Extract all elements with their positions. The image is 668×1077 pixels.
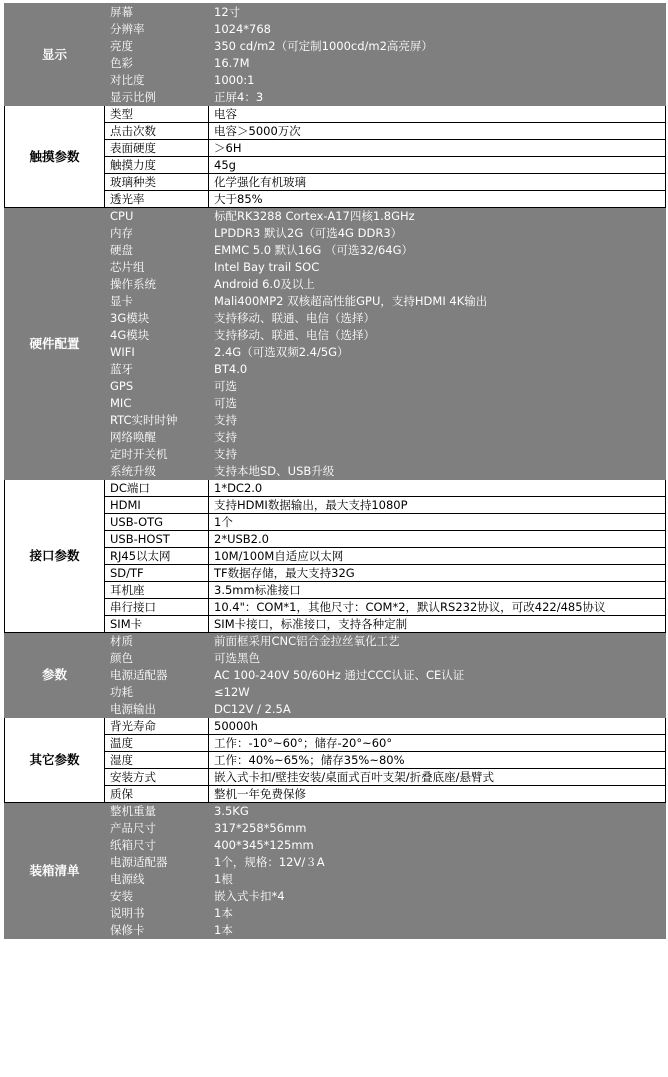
spec-value: 可选 bbox=[209, 395, 666, 412]
spec-label: 表面硬度 bbox=[105, 140, 209, 157]
spec-row bbox=[5, 225, 666, 242]
spec-row bbox=[5, 446, 666, 463]
spec-row bbox=[5, 599, 666, 616]
spec-label: 操作系统 bbox=[105, 276, 209, 293]
spec-value: 45g bbox=[209, 157, 666, 174]
spec-row bbox=[5, 922, 666, 939]
spec-value: 1*DC2.0 bbox=[209, 480, 666, 497]
spec-row bbox=[5, 310, 666, 327]
spec-value: EMMC 5.0 默认16G （可选32/64G） bbox=[209, 242, 666, 259]
spec-row bbox=[5, 21, 666, 38]
spec-value: 50000h bbox=[209, 718, 666, 735]
spec-label: USB-OTG bbox=[105, 514, 209, 531]
spec-row bbox=[5, 293, 666, 310]
spec-row bbox=[5, 837, 666, 854]
spec-label: 色彩 bbox=[105, 55, 209, 72]
spec-value: LPDDR3 默认2G（可选4G DDR3） bbox=[209, 225, 666, 242]
spec-row bbox=[5, 752, 666, 769]
spec-label: 电源线 bbox=[105, 871, 209, 888]
spec-label: 材质 bbox=[105, 633, 209, 650]
spec-value: 大于85% bbox=[209, 191, 666, 208]
spec-label: 定时开关机 bbox=[105, 446, 209, 463]
spec-row bbox=[5, 769, 666, 786]
spec-value: 嵌入式卡扣/壁挂安装/桌面式百叶支架/折叠底座/悬臂式 bbox=[209, 769, 666, 786]
spec-label: 纸箱尺寸 bbox=[105, 837, 209, 854]
section-title: 触摸参数 bbox=[5, 106, 105, 208]
spec-label: 湿度 bbox=[105, 752, 209, 769]
spec-row bbox=[5, 55, 666, 72]
spec-row bbox=[5, 684, 666, 701]
spec-row bbox=[5, 123, 666, 140]
spec-row bbox=[5, 480, 666, 497]
spec-value: 1本 bbox=[209, 905, 666, 922]
spec-row bbox=[5, 208, 666, 225]
spec-label: 颜色 bbox=[105, 650, 209, 667]
spec-row bbox=[5, 412, 666, 429]
spec-value: 1024*768 bbox=[209, 21, 666, 38]
spec-value: 支持 bbox=[209, 446, 666, 463]
section-title: 参数 bbox=[5, 633, 105, 718]
spec-label: 亮度 bbox=[105, 38, 209, 55]
spec-label: 对比度 bbox=[105, 72, 209, 89]
spec-value: 1本 bbox=[209, 922, 666, 939]
spec-label: 触摸力度 bbox=[105, 157, 209, 174]
spec-label: WIFI bbox=[105, 344, 209, 361]
spec-row bbox=[5, 650, 666, 667]
spec-row bbox=[5, 191, 666, 208]
spec-row bbox=[5, 667, 666, 684]
spec-label: 背光寿命 bbox=[105, 718, 209, 735]
spec-value: 3.5mm标准接口 bbox=[209, 582, 666, 599]
spec-label: SD/TF bbox=[105, 565, 209, 582]
spec-label: 整机重量 bbox=[105, 803, 209, 820]
spec-value: 可选 bbox=[209, 378, 666, 395]
spec-row bbox=[5, 89, 666, 106]
spec-label: 类型 bbox=[105, 106, 209, 123]
spec-value: 10.4"：COM*1，其他尺寸：COM*2，默认RS232协议，可改422/485协议 bbox=[209, 599, 666, 616]
section-title: 显示 bbox=[5, 4, 105, 106]
spec-row bbox=[5, 38, 666, 55]
spec-row bbox=[5, 463, 666, 480]
spec-value: Android 6.0及以上 bbox=[209, 276, 666, 293]
spec-row bbox=[5, 871, 666, 888]
spec-label: 3G模块 bbox=[105, 310, 209, 327]
spec-row bbox=[5, 854, 666, 871]
spec-row bbox=[5, 106, 666, 123]
spec-value: 10M/100M自适应以太网 bbox=[209, 548, 666, 565]
spec-label: RJ45以太网 bbox=[105, 548, 209, 565]
spec-row bbox=[5, 565, 666, 582]
spec-row bbox=[5, 514, 666, 531]
spec-value: 400*345*125mm bbox=[209, 837, 666, 854]
spec-value: 350 cd/m2（可定制1000cd/m2高亮屏） bbox=[209, 38, 666, 55]
spec-label: HDMI bbox=[105, 497, 209, 514]
spec-label: 电源输出 bbox=[105, 701, 209, 718]
spec-label: SIM卡 bbox=[105, 616, 209, 633]
spec-value: 支持本地SD、USB升级 bbox=[209, 463, 666, 480]
spec-label: 屏幕 bbox=[105, 4, 209, 21]
spec-label: 系统升级 bbox=[105, 463, 209, 480]
spec-label: 产品尺寸 bbox=[105, 820, 209, 837]
spec-label: 玻璃种类 bbox=[105, 174, 209, 191]
spec-row bbox=[5, 497, 666, 514]
spec-label: 4G模块 bbox=[105, 327, 209, 344]
spec-value: 支持移动、联通、电信（选择） bbox=[209, 310, 666, 327]
spec-value: 支持 bbox=[209, 429, 666, 446]
spec-label: 内存 bbox=[105, 225, 209, 242]
spec-value: 标配RK3288 Cortex-A17四核1.8GHz bbox=[209, 208, 666, 225]
spec-table-body bbox=[5, 4, 666, 939]
spec-label: GPS bbox=[105, 378, 209, 395]
spec-value: 支持移动、联通、电信（选择） bbox=[209, 327, 666, 344]
spec-row bbox=[5, 820, 666, 837]
spec-row bbox=[5, 174, 666, 191]
spec-label: MIC bbox=[105, 395, 209, 412]
spec-value: BT4.0 bbox=[209, 361, 666, 378]
spec-value: 1个，规格：12V/３A bbox=[209, 854, 666, 871]
spec-row bbox=[5, 259, 666, 276]
spec-row bbox=[5, 429, 666, 446]
spec-row bbox=[5, 361, 666, 378]
spec-label: CPU bbox=[105, 208, 209, 225]
spec-value: 16.7M bbox=[209, 55, 666, 72]
spec-label: 功耗 bbox=[105, 684, 209, 701]
spec-value: DC12V / 2.5A bbox=[209, 701, 666, 718]
spec-label: 安装方式 bbox=[105, 769, 209, 786]
spec-label: 蓝牙 bbox=[105, 361, 209, 378]
spec-label: USB-HOST bbox=[105, 531, 209, 548]
spec-row bbox=[5, 633, 666, 650]
spec-label: 电源适配器 bbox=[105, 667, 209, 684]
spec-label: 安装 bbox=[105, 888, 209, 905]
spec-value: 317*258*56mm bbox=[209, 820, 666, 837]
spec-value: 1000:1 bbox=[209, 72, 666, 89]
spec-value: 支持HDMI数据输出，最大支持1080P bbox=[209, 497, 666, 514]
spec-row bbox=[5, 616, 666, 633]
spec-label: 芯片组 bbox=[105, 259, 209, 276]
spec-label: 保修卡 bbox=[105, 922, 209, 939]
spec-row bbox=[5, 905, 666, 922]
spec-row bbox=[5, 888, 666, 905]
spec-label: 串行接口 bbox=[105, 599, 209, 616]
spec-row bbox=[5, 276, 666, 293]
spec-row bbox=[5, 157, 666, 174]
spec-value: 1个 bbox=[209, 514, 666, 531]
spec-label: 分辨率 bbox=[105, 21, 209, 38]
spec-value: 正屏4：3 bbox=[209, 89, 666, 106]
spec-row bbox=[5, 803, 666, 820]
spec-value: 化学强化有机玻璃 bbox=[209, 174, 666, 191]
spec-value: ≤12W bbox=[209, 684, 666, 701]
spec-label: 透光率 bbox=[105, 191, 209, 208]
spec-value: 电容 bbox=[209, 106, 666, 123]
spec-label: 电源适配器 bbox=[105, 854, 209, 871]
spec-row bbox=[5, 242, 666, 259]
spec-value: 2*USB2.0 bbox=[209, 531, 666, 548]
spec-value: 工作：40%~65%；储存35%~80% bbox=[209, 752, 666, 769]
spec-label: 说明书 bbox=[105, 905, 209, 922]
spec-value: 嵌入式卡扣*4 bbox=[209, 888, 666, 905]
spec-value: 前面框采用CNC铝合金拉丝氧化工艺 bbox=[209, 633, 666, 650]
section-title: 装箱清单 bbox=[5, 803, 105, 939]
spec-row bbox=[5, 735, 666, 752]
spec-label: 质保 bbox=[105, 786, 209, 803]
spec-label: 网络唤醒 bbox=[105, 429, 209, 446]
spec-row bbox=[5, 378, 666, 395]
spec-row bbox=[5, 718, 666, 735]
spec-label: 点击次数 bbox=[105, 123, 209, 140]
spec-value: 2.4G（可选双频2.4/5G） bbox=[209, 344, 666, 361]
spec-value: AC 100-240V 50/60Hz 通过CCC认证、CE认证 bbox=[209, 667, 666, 684]
section-title: 接口参数 bbox=[5, 480, 105, 633]
spec-row bbox=[5, 327, 666, 344]
spec-value: SIM卡接口，标准接口，支持各种定制 bbox=[209, 616, 666, 633]
spec-label: RTC实时时钟 bbox=[105, 412, 209, 429]
spec-value: 3.5KG bbox=[209, 803, 666, 820]
spec-row bbox=[5, 548, 666, 565]
spec-value: Mali400MP2 双核超高性能GPU，支持HDMI 4K输出 bbox=[209, 293, 666, 310]
spec-value: 1根 bbox=[209, 871, 666, 888]
spec-row bbox=[5, 4, 666, 21]
spec-table bbox=[4, 3, 666, 939]
spec-value: 工作：-10°~60°；储存-20°~60° bbox=[209, 735, 666, 752]
spec-label: DC端口 bbox=[105, 480, 209, 497]
spec-row bbox=[5, 786, 666, 803]
spec-row bbox=[5, 72, 666, 89]
spec-row bbox=[5, 531, 666, 548]
spec-label: 温度 bbox=[105, 735, 209, 752]
section-title: 硬件配置 bbox=[5, 208, 105, 480]
spec-label: 硬盘 bbox=[105, 242, 209, 259]
spec-value: 可选黑色 bbox=[209, 650, 666, 667]
spec-row bbox=[5, 395, 666, 412]
spec-row bbox=[5, 582, 666, 599]
spec-value: ＞6H bbox=[209, 140, 666, 157]
spec-value: 整机一年免费保修 bbox=[209, 786, 666, 803]
spec-label: 耳机座 bbox=[105, 582, 209, 599]
spec-row bbox=[5, 701, 666, 718]
spec-value: 电容＞5000万次 bbox=[209, 123, 666, 140]
spec-row bbox=[5, 140, 666, 157]
spec-value: TF数据存储，最大支持32G bbox=[209, 565, 666, 582]
section-title: 其它参数 bbox=[5, 718, 105, 803]
spec-label: 显示比例 bbox=[105, 89, 209, 106]
spec-label: 显卡 bbox=[105, 293, 209, 310]
spec-value: 12寸 bbox=[209, 4, 666, 21]
spec-value: 支持 bbox=[209, 412, 666, 429]
spec-row bbox=[5, 344, 666, 361]
spec-value: Intel Bay trail SOC bbox=[209, 259, 666, 276]
